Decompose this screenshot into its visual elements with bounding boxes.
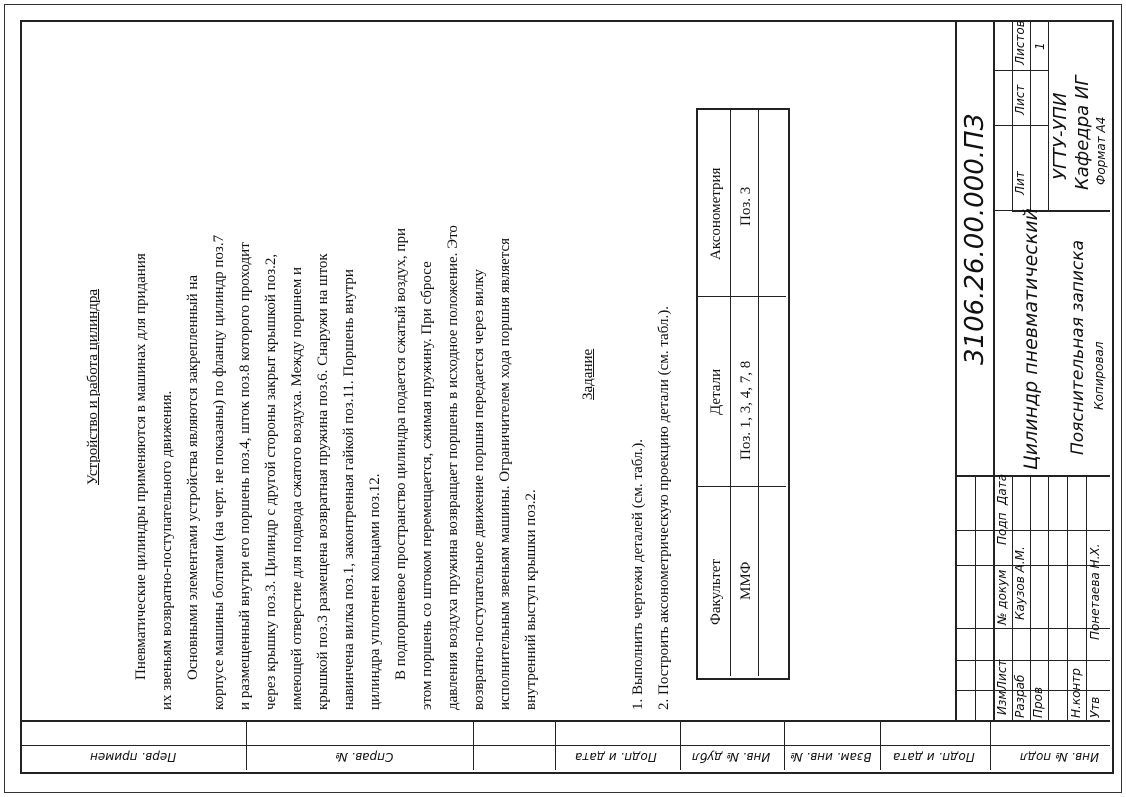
- text-line: их звеньям возвратно-поступательного движения.: [159, 390, 175, 710]
- sheets-count: 1: [1033, 42, 1047, 50]
- margin-label-ref-no: Справ. №: [335, 750, 394, 764]
- text-line: этом поршень со штоком перемещается, сжимая пружину. При сбросе: [419, 261, 435, 710]
- doc-title: Устройство и работа цилиндра: [85, 288, 101, 485]
- table-header-axonometry: Аксонометрия: [708, 167, 724, 260]
- table-cell-parts: Поз. 1, 3, 4, 7, 8: [738, 360, 754, 460]
- text-line: В подпоршневое пространство цилиндра подается сжатый воздух, при: [393, 228, 409, 680]
- task-heading: Задание: [580, 348, 596, 400]
- role-developer: Разраб: [1013, 674, 1027, 718]
- margin-label-orig-inv: Инв. № подл: [1020, 750, 1099, 764]
- rev-header-izm: Изм: [995, 690, 1009, 715]
- developer-name: Каузов А.М.: [1013, 546, 1027, 620]
- text-line: имеющей отверстие для подвода сжатого воздуха. Между поршнем и: [289, 266, 305, 710]
- department-name: Кафедра ИГ: [1072, 75, 1093, 190]
- product-name: Цилиндр пневматический: [1020, 208, 1042, 470]
- rev-header-sign: Подп: [995, 512, 1009, 545]
- rev-header-doc: № докум: [995, 569, 1009, 625]
- margin-label-dup-inv: Инв. № дубл: [692, 750, 771, 764]
- text-line: внутренний выступ крышки поз.2.: [523, 489, 539, 710]
- copied-label: Копировал: [1092, 341, 1106, 410]
- text-line: исполнительным звеньям машины. Ограничителем хода поршня является: [497, 237, 513, 710]
- text-line: давления воздуха пружина возвращает поршень в исходное положение. Это: [445, 225, 461, 710]
- table-cell-axonometry: Поз. 3: [738, 186, 754, 226]
- rev-header-date: Дата: [995, 473, 1009, 505]
- margin-strip: [20, 720, 1110, 772]
- margin-label-sign-date-2: Подп. и дата: [893, 750, 975, 764]
- col-lit: Лит: [1013, 171, 1027, 195]
- text-line: крышкой поз.3 размещена возвратная пружина поз.6. Снаружи на шток: [315, 253, 331, 710]
- text-line: возвратно-поступательное движение поршня передается через вилку: [471, 268, 487, 710]
- col-sheets: Листов: [1013, 20, 1027, 65]
- format-label: Формат А4: [1094, 116, 1108, 185]
- text-line: корпусе машины болтами (на черт. не показаны) по фланцу цилиндр поз.7: [211, 234, 227, 710]
- text-line: цилиндра уплотнен кольцами поз.12.: [367, 473, 383, 710]
- role-approve: Утв: [1088, 696, 1102, 718]
- text-line: и размещенный внутри его поршень поз.4, шток поз.8 которого проходит: [237, 242, 253, 710]
- task-item-1: 1. Выполнить чертежи деталей (см. табл.).: [630, 439, 646, 710]
- table-header-faculty: Факультет: [708, 559, 724, 625]
- role-norm-control: Н.контр: [1069, 668, 1083, 718]
- margin-label-first-use: Перв. примен: [90, 750, 177, 764]
- text-line: навинчена вилка поз.1, законтренная гайкой поз.11. Поршень внутри: [341, 269, 357, 710]
- role-checker: Пров: [1031, 686, 1045, 718]
- rev-header-list: Лист: [995, 659, 1009, 690]
- table-cell-faculty: ММФ: [738, 561, 754, 600]
- margin-label-repl-inv: Взам. инв. №: [790, 750, 872, 764]
- document-type: Пояснительная записка: [1068, 240, 1088, 455]
- doc-number: 3106.26.00.000.ПЗ: [960, 113, 990, 365]
- text-line: Основными элементами устройства являются закрепленный на: [185, 274, 201, 680]
- margin-label-sign-date-1: Подп. и дата: [575, 750, 657, 764]
- text-line: через крышку поз.3. Цилиндр с другой стороны закрыт крышкой поз.2,: [263, 253, 279, 710]
- table-header-parts: Детали: [708, 368, 724, 415]
- org-name: УГТУ-УПИ: [1050, 92, 1071, 180]
- col-sheet: Лист: [1013, 84, 1027, 115]
- controller-name: Понетаева Н.Х.: [1088, 543, 1102, 640]
- text-line: Пневматические цилиндры применяются в машинах для придания: [133, 253, 149, 680]
- task-item-2: 2. Построить аксонометрическую проекцию детали (см. табл.).: [656, 306, 672, 710]
